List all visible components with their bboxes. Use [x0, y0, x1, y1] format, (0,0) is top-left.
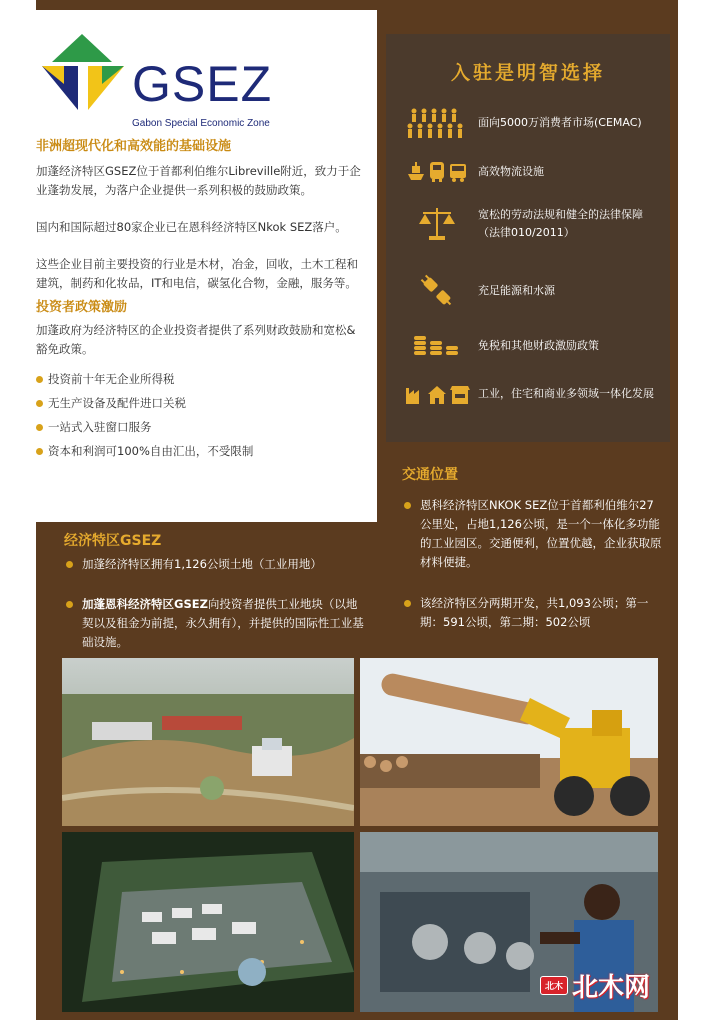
- feature-text: 工业，住宅和商业多领域一体化发展: [478, 387, 654, 400]
- list-item: 一站式入驻窗口服务: [36, 415, 366, 439]
- transport-heading: 交通位置: [402, 467, 458, 483]
- brochure-page: [36, 0, 678, 1020]
- buildings-icon: [404, 382, 470, 406]
- feature-text: 充足能源和水源: [478, 284, 555, 297]
- list-item: 投资前十年无企业所得税: [36, 367, 366, 391]
- zone-model-photo: [62, 832, 354, 1012]
- gsez-heading: 经济特区GSEZ: [64, 533, 162, 549]
- transport-bullet-location: 恩科经济特区NKOK SEZ位于首都利伯维尔27公里处，占地1,126公顷，是一个一体化多功能的工业园区。交通便利，位置优越，企业获取原材料便捷。: [402, 496, 664, 572]
- feature-logistics: [404, 160, 660, 184]
- left-column: [36, 138, 366, 463]
- intro-paragraph: 加蓬经济特区GSEZ位于首都利伯维尔Libreville附近，致力于企业蓬勃发展，为落户企业提供一系列积极的鼓励政策。: [36, 164, 361, 197]
- companies-paragraph: 国内和国际超过80家企业已在恩科经济特区Nkok SEZ落户。: [36, 220, 347, 234]
- infrastructure-heading: 非洲超现代化和高效能的基础设施: [36, 139, 232, 154]
- gsez-bullet-rest: 向投资者提供工业地块（以地契以及租金为前提，永久拥有），并提供的国际性工业基础设施。: [82, 597, 364, 649]
- logo-name: GSEZ: [132, 56, 273, 112]
- list-item: 无生产设备及配件进口关税: [36, 391, 366, 415]
- plug-icon: [404, 272, 470, 310]
- feature-text: 高效物流设施: [478, 165, 544, 178]
- gsez-logo: [36, 28, 286, 129]
- logo-subtitle: Gabon Special Economic Zone: [132, 118, 270, 129]
- feature-energy: [404, 272, 660, 310]
- list-item: 资本和利润可100%自由汇出，不受限制: [36, 439, 366, 463]
- factory-worker-photo: [360, 832, 658, 1012]
- feature-integrated: [404, 382, 660, 406]
- gsez-bullet-land: 加蓬经济特区拥有1,126公顷土地（工业用地）: [64, 555, 364, 574]
- transport-bullet-phases: 该经济特区分两期开发，共1,093公顷；第一期：591公顷，第二期：502公顷: [402, 594, 664, 632]
- transport-icon: [404, 160, 470, 184]
- industries-paragraph: 这些企业目前主要投资的行业是木材，冶金，回收，土木工程和建筑，制药和化妆品，IT和电信，碳氢化合物，金融，服务等。: [36, 257, 358, 290]
- wise-choice-title: 入驻是明智选择: [450, 62, 605, 84]
- watermark: [540, 967, 650, 1004]
- watermark-text: 北木网: [571, 973, 650, 1003]
- incentives-paragraph: 加蓬政府为经济特区的企业投资者提供了系列财政鼓励和宽松&豁免政策。: [36, 323, 356, 356]
- feature-market: [404, 106, 660, 140]
- gsez-bullet-plots: [64, 595, 364, 652]
- log-loader-photo: [360, 658, 658, 826]
- feature-text: 宽松的劳动法规和健全的法律保障（法律010/2011）: [478, 208, 643, 239]
- watermark-badge: 北木: [540, 976, 568, 995]
- incentives-heading: 投资者政策激励: [36, 300, 128, 315]
- wise-choice-box: [386, 34, 670, 442]
- feature-labor-law: [404, 206, 660, 242]
- incentives-list: [36, 367, 366, 463]
- white-panel: [36, 10, 377, 522]
- feature-text: 面向5000万消费者市场(CEMAC): [478, 116, 642, 129]
- scales-icon: [404, 206, 470, 242]
- people-icon: [404, 106, 470, 140]
- aerial-zone-photo: [62, 658, 354, 826]
- coins-icon: [404, 334, 470, 358]
- gsez-logo-mark-icon: [38, 32, 128, 112]
- gsez-bullet-bold: 加蓬恩科经济特区GSEZ: [82, 597, 208, 611]
- feature-tax: [404, 334, 660, 358]
- feature-text: 免税和其他财政激励政策: [478, 339, 599, 352]
